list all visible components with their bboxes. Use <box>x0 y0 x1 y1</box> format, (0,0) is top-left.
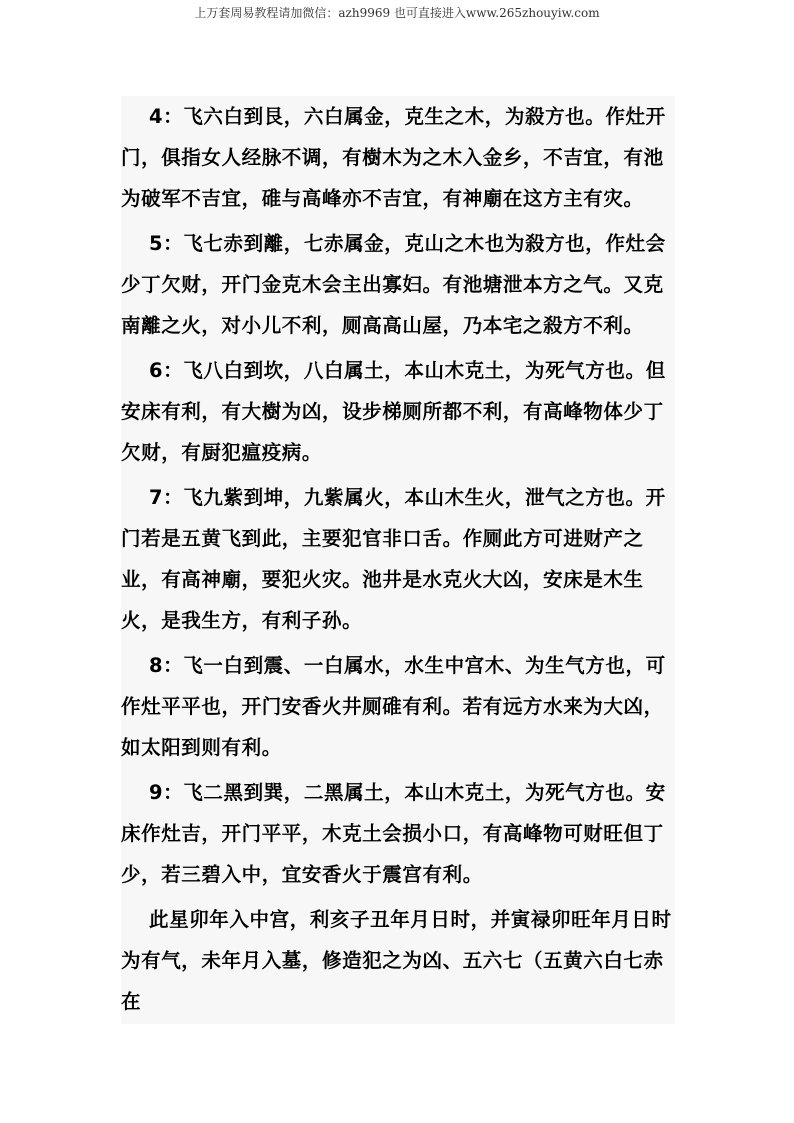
paragraph-5: 5：飞七赤到離，七赤属金，克山之木也为殺方也，作灶会少丁欠财，开门金克木会主出寡妇。有池塘泄本方之气。又克南離之火，对小儿不利，厕高高山屋，乃本宅之殺方不利。 <box>121 232 666 337</box>
page-header-watermark: 上万套周易教程请加微信：azh9969 也可直接进入www.265zhouyiw.com <box>194 6 600 20</box>
paragraph-8: 8：飞一白到震、一白属水，水生中宫木、为生气方也，可作灶平平也，开门安香火井厕碓有利。若有远方水来为大凶，如太阳到则有利。 <box>121 654 666 759</box>
document-body <box>121 96 675 1024</box>
paragraph-4: 4：飞六白到艮，六白属金，克生之木，为殺方也。作灶开门，俱指女人经脉不调，有樹木为之木入金乡，不吉宜，有池为破军不吉宜，碓与高峰亦不吉宜，有神廟在这方主有灾。 <box>121 105 666 210</box>
paragraph-6: 6：飞八白到坎，八白属土，本山木克土，为死气方也。但安床有利，有大樹为凶，设步梯厕所都不利，有高峰物体少丁欠财，有厨犯瘟疫病。 <box>121 359 666 464</box>
paragraph-7: 7：飞九紫到坤，九紫属火，本山木生火，泄气之方也。开门若是五黄飞到此，主要犯官非口舌。作厕此方可进财产之业，有高神廟，要犯火灾。池井是水克火大凶，安床是木生火，是我生方，有利子孙。 <box>121 486 666 632</box>
paragraph-9: 9：飞二黑到巽，二黑属土，本山木克土，为死气方也。安床作灶吉，开门平平，木克土会损小口，有高峰物可财旺但丁少，若三碧入中，宜安香火于震宫有利。 <box>121 781 666 886</box>
paragraph-star-note: 此星卯年入中宫，利亥子丑年月日时，并寅禄卯旺年月日时为有气，未年月入墓，修造犯之为凶、五六七（五黄六白七赤在 <box>121 908 672 1013</box>
